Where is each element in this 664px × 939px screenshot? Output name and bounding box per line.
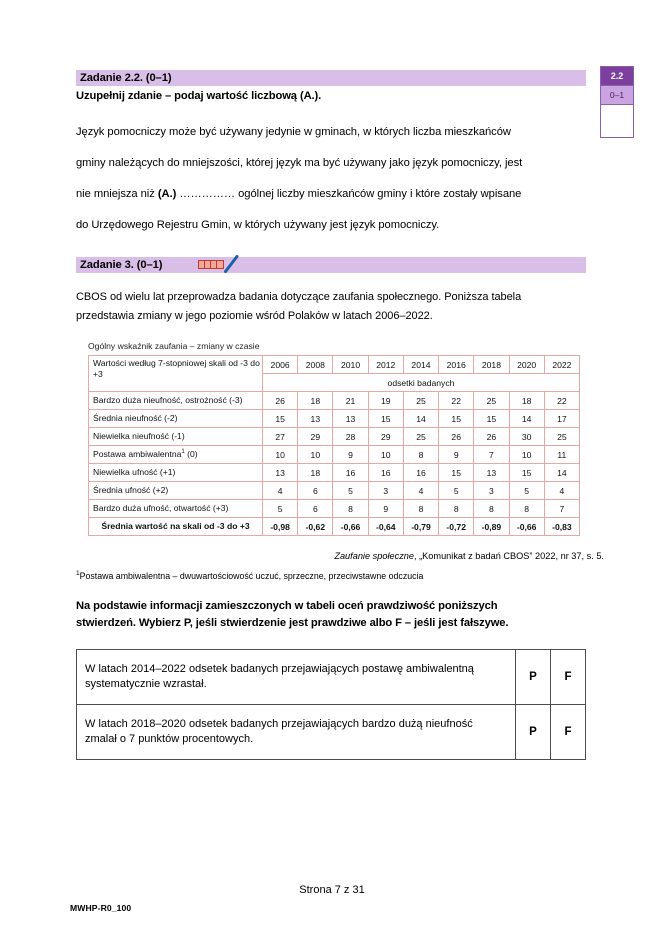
data-cell: 26 xyxy=(439,428,474,446)
summary-cell: -0,66 xyxy=(333,518,368,536)
task-3-heading-band xyxy=(76,257,586,273)
summary-cell: -0,72 xyxy=(439,518,474,536)
table-row xyxy=(89,464,580,482)
data-cell: 29 xyxy=(368,428,403,446)
data-cell: 10 xyxy=(509,446,544,464)
task-2-2-heading-band xyxy=(76,70,586,86)
data-table-caption: Ogólny wskaźnik zaufania – zmiany w czasie xyxy=(88,341,260,351)
data-cell: 25 xyxy=(403,392,438,410)
data-cell: 26 xyxy=(263,392,298,410)
data-cell: 9 xyxy=(439,446,474,464)
data-cell: 25 xyxy=(474,392,509,410)
table-row xyxy=(89,446,580,464)
data-cell: 11 xyxy=(544,446,579,464)
data-cell: 6 xyxy=(298,500,333,518)
task-3-heading-label: Zadanie 3. (0–1) xyxy=(80,259,163,271)
data-cell: 22 xyxy=(544,392,579,410)
data-cell: 4 xyxy=(544,482,579,500)
data-cell: 8 xyxy=(403,446,438,464)
summary-cell: -0,79 xyxy=(403,518,438,536)
table-scale-header: Wartości według 7-stopniowej skali od -3 do +3 xyxy=(89,356,263,392)
data-cell: 10 xyxy=(263,446,298,464)
data-cell: 16 xyxy=(368,464,403,482)
task-3-instruction xyxy=(76,598,508,632)
summary-cell: -0,98 xyxy=(263,518,298,536)
data-cell: 21 xyxy=(333,392,368,410)
data-cell: 5 xyxy=(509,482,544,500)
data-cell: 15 xyxy=(439,410,474,428)
data-cell: 27 xyxy=(263,428,298,446)
score-box-task-number: 2.2 xyxy=(601,67,633,86)
data-cell: 8 xyxy=(439,500,474,518)
table-row xyxy=(89,500,580,518)
task-2-2-body-line-2: gminy należących do mniejszości, której język ma być używany jako język pomocniczy, jest xyxy=(76,157,523,169)
data-cell: 6 xyxy=(298,482,333,500)
data-cell: 14 xyxy=(403,410,438,428)
data-cell: 10 xyxy=(368,446,403,464)
data-cell: 28 xyxy=(333,428,368,446)
data-cell: 3 xyxy=(368,482,403,500)
sheet-code: MWHP-R0_100 xyxy=(70,903,132,913)
source-rest: , „Komunikat z badań CBOS” 2022, nr 37, s. 5. xyxy=(414,551,604,561)
footnote-text: Postawa ambiwalentna – dwuwartościowość uczuć, sprzeczne, przeciwstawne odczucia xyxy=(79,570,424,581)
data-cell: 9 xyxy=(368,500,403,518)
year-header-cell: 2020 xyxy=(509,356,544,374)
score-box-2-2 xyxy=(600,66,634,138)
year-header-cell: 2010 xyxy=(333,356,368,374)
table-row xyxy=(77,705,586,760)
task-2-2-instruction: Uzupełnij zdanie – podaj wartość liczbową (A.). xyxy=(76,90,322,102)
choice-true[interactable]: P xyxy=(516,705,551,760)
year-header-cell: 2006 xyxy=(263,356,298,374)
data-cell: 13 xyxy=(263,464,298,482)
task-3-intro-line-1: CBOS od wielu lat przeprowadza badania dotyczące zaufania społecznego. Poniższa tabela xyxy=(76,291,522,303)
row-label: Niewielka ufność (+1) xyxy=(89,464,263,482)
statement-text: W latach 2014–2022 odsetek badanych przejawiających postawę ambiwalentną systematycznie wzrastał. xyxy=(77,650,516,705)
data-cell: 8 xyxy=(333,500,368,518)
summary-cell: -0,83 xyxy=(544,518,579,536)
summary-cell: -0,89 xyxy=(474,518,509,536)
table-row xyxy=(89,410,580,428)
summary-cell: -0,66 xyxy=(509,518,544,536)
data-cell: 4 xyxy=(403,482,438,500)
data-cell: 7 xyxy=(474,446,509,464)
footnote-marker: 1 xyxy=(76,570,80,577)
year-header-cell: 2008 xyxy=(298,356,333,374)
summary-cell: -0,64 xyxy=(368,518,403,536)
row-label: Średnia nieufność (-2) xyxy=(89,410,263,428)
data-cell: 25 xyxy=(403,428,438,446)
data-cell: 16 xyxy=(333,464,368,482)
data-cell: 8 xyxy=(474,500,509,518)
data-cell: 5 xyxy=(439,482,474,500)
task-3-instruction-line-2: stwierdzeń. Wybierz P, jeśli stwierdzenie jest prawdziwe albo F – jeśli jest fałszywe. xyxy=(76,616,509,629)
data-cell: 26 xyxy=(474,428,509,446)
task-2-2-heading-label: Zadanie 2.2. (0–1) xyxy=(80,72,172,84)
task-2-2-body-line-4: do Urzędowego Rejestru Gmin, w których używany jest język pomocniczy. xyxy=(76,219,440,231)
data-cell: 10 xyxy=(298,446,333,464)
data-cell: 19 xyxy=(368,392,403,410)
year-header-cell: 2012 xyxy=(368,356,403,374)
statement-text: W latach 2018–2020 odsetek badanych przejawiających bardzo dużą nieufność zmalał o 7 punktów procentowych. xyxy=(77,705,516,760)
row-label: Bardzo duża ufność, otwartość (+3) xyxy=(89,500,263,518)
pen-icon xyxy=(224,255,240,273)
data-cell: 15 xyxy=(439,464,474,482)
choice-false[interactable]: F xyxy=(551,705,586,760)
task-2-2-body-line-3: nie mniejsza niż (A.) …………… ogólnej liczby mieszkańców gminy i które zostały wpisane xyxy=(76,188,522,200)
data-cell: 5 xyxy=(333,482,368,500)
squares-pen-icon xyxy=(198,255,240,273)
year-header-cell: 2016 xyxy=(439,356,474,374)
task-2-2-body-line-1: Język pomocniczy może być używany jedynie w gminach, w których liczba mieszkańców xyxy=(76,126,511,138)
table-source-note xyxy=(334,551,604,561)
data-cell: 8 xyxy=(509,500,544,518)
data-cell: 30 xyxy=(509,428,544,446)
data-cell: 7 xyxy=(544,500,579,518)
data-cell: 15 xyxy=(263,410,298,428)
data-cell: 14 xyxy=(509,410,544,428)
source-title: Zaufanie społeczne xyxy=(334,551,415,561)
data-cell: 3 xyxy=(474,482,509,500)
table-row xyxy=(89,392,580,410)
table-row xyxy=(89,428,580,446)
task-3-instruction-line-1: Na podstawie informacji zamieszczonych w tabeli oceń prawdziwość poniższych xyxy=(76,600,498,612)
year-header-cell: 2022 xyxy=(544,356,579,374)
data-cell: 13 xyxy=(474,464,509,482)
score-box-point-range: 0–1 xyxy=(601,86,633,105)
data-cell: 18 xyxy=(298,392,333,410)
row-label: Bardzo duża nieufność, ostrożność (-3) xyxy=(89,392,263,410)
data-cell: 13 xyxy=(333,410,368,428)
data-cell: 18 xyxy=(509,392,544,410)
footnote xyxy=(76,570,423,581)
data-cell: 29 xyxy=(298,428,333,446)
true-false-table xyxy=(76,649,586,760)
data-cell: 9 xyxy=(333,446,368,464)
choice-false[interactable]: F xyxy=(551,650,586,705)
page-number: Strona 7 z 31 xyxy=(299,884,365,896)
squares-icon xyxy=(198,260,224,269)
score-box-answer-field[interactable] xyxy=(601,105,633,137)
data-cell: 15 xyxy=(474,410,509,428)
data-cell: 15 xyxy=(368,410,403,428)
table-header-row-years xyxy=(89,356,580,374)
data-cell: 18 xyxy=(298,464,333,482)
data-cell: 15 xyxy=(509,464,544,482)
year-header-cell: 2018 xyxy=(474,356,509,374)
data-cell: 8 xyxy=(403,500,438,518)
data-cell: 13 xyxy=(298,410,333,428)
confidence-index-table xyxy=(88,355,580,536)
row-label: Średnia ufność (+2) xyxy=(89,482,263,500)
data-cell: 14 xyxy=(544,464,579,482)
data-cell: 5 xyxy=(263,500,298,518)
summary-row-label: Średnia wartość na skali od -3 do +3 xyxy=(89,518,263,536)
data-cell: 4 xyxy=(263,482,298,500)
table-units-label: odsetki badanych xyxy=(263,374,580,392)
choice-true[interactable]: P xyxy=(516,650,551,705)
row-label: Niewielka nieufność (-1) xyxy=(89,428,263,446)
data-cell: 22 xyxy=(439,392,474,410)
table-summary-row xyxy=(89,518,580,536)
table-row xyxy=(77,650,586,705)
summary-cell: -0,62 xyxy=(298,518,333,536)
data-cell: 17 xyxy=(544,410,579,428)
row-label: Postawa ambiwalentna$^1$ (0) xyxy=(89,446,263,464)
table-row xyxy=(89,482,580,500)
task-3-intro-line-2: przedstawia zmiany w jego poziomie wśród Polaków w latach 2006–2022. xyxy=(76,310,433,322)
data-cell: 16 xyxy=(403,464,438,482)
year-header-cell: 2014 xyxy=(403,356,438,374)
data-cell: 25 xyxy=(544,428,579,446)
